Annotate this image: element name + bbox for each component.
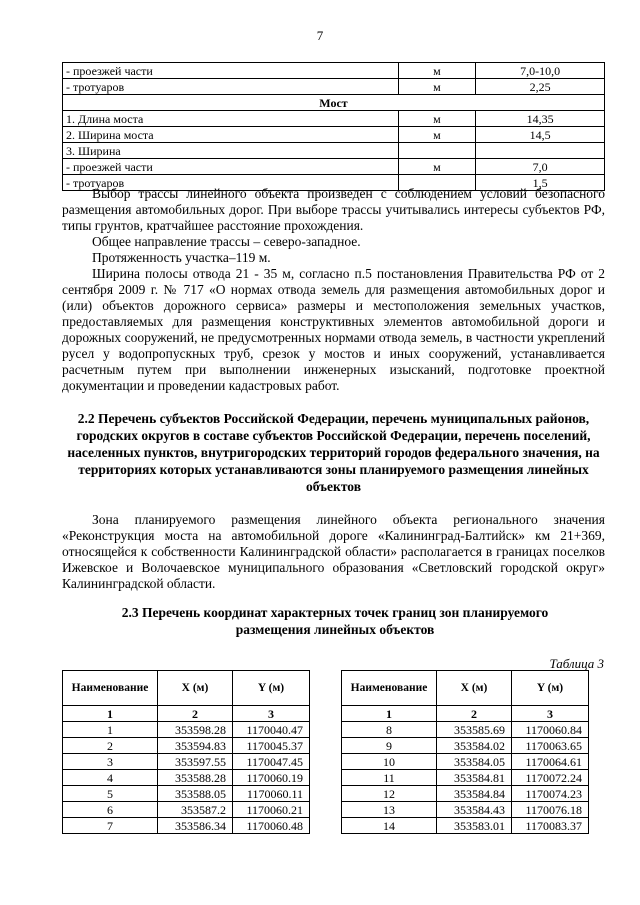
point-x: 353594.83 — [158, 738, 233, 754]
row-value: 7,0 — [476, 159, 605, 175]
point-x: 353588.05 — [158, 786, 233, 802]
table-row — [63, 770, 310, 786]
point-y: 1170060.11 — [233, 786, 310, 802]
header-name: Наименование — [63, 671, 158, 706]
point-x: 353588.28 — [158, 770, 233, 786]
index-row — [342, 706, 589, 722]
point-x: 353597.55 — [158, 754, 233, 770]
table-row — [342, 802, 589, 818]
point-name: 2 — [63, 738, 158, 754]
coord-table-right — [341, 670, 589, 834]
table-caption: Таблица 3 — [549, 656, 604, 671]
table-row — [342, 770, 589, 786]
row-name: - проезжей части — [63, 63, 399, 79]
table-row — [342, 722, 589, 738]
table-row — [63, 722, 310, 738]
index-cell: 1 — [342, 706, 437, 722]
point-x: 353583.01 — [437, 818, 512, 834]
point-y: 1170040.47 — [233, 722, 310, 738]
index-cell: 2 — [158, 706, 233, 722]
point-x: 353584.43 — [437, 802, 512, 818]
point-name: 13 — [342, 802, 437, 818]
point-y: 1170083.37 — [512, 818, 589, 834]
table-row — [63, 802, 310, 818]
coord-table-left — [62, 670, 310, 834]
header-x: X (м) — [158, 671, 233, 706]
paragraph-direction: Общее направление трассы – северо-западное. — [92, 234, 361, 249]
point-y: 1170063.65 — [512, 738, 589, 754]
point-name: 4 — [63, 770, 158, 786]
section-heading-2-3: 2.3 Перечень координат характерных точек границ зон планируемого размещения линейных объектов — [121, 605, 549, 637]
row-name: 3. Ширина — [63, 143, 399, 159]
table-row — [63, 754, 310, 770]
point-name: 3 — [63, 754, 158, 770]
point-x: 353586.34 — [158, 818, 233, 834]
section-heading-2-2: 2.2 Перечень субъектов Российской Федерации, перечень муниципальных районов, городских округов в составе субъектов Российской Федерации, перечень поселений, населенных пунктов, внутригородских территорий городов федерального значения, на территориях которых устанавливаются зоны планируемого размещения линейных объектов — [67, 411, 600, 494]
row-unit: м — [398, 159, 476, 175]
table-row — [63, 159, 605, 175]
point-y: 1170074.23 — [512, 786, 589, 802]
row-name: 1. Длина моста — [63, 111, 399, 127]
row-value: 1,5 — [476, 175, 605, 191]
table-row — [63, 786, 310, 802]
row-unit: м — [398, 111, 476, 127]
point-x: 353584.05 — [437, 754, 512, 770]
row-value: 14,35 — [476, 111, 605, 127]
table-row — [63, 111, 605, 127]
page-number: 7 — [316, 28, 324, 43]
header-x: X (м) — [437, 671, 512, 706]
point-name: 6 — [63, 802, 158, 818]
point-y: 1170060.84 — [512, 722, 589, 738]
point-name: 14 — [342, 818, 437, 834]
point-y: 1170072.24 — [512, 770, 589, 786]
point-name: 11 — [342, 770, 437, 786]
table-row — [63, 79, 605, 95]
point-y: 1170047.45 — [233, 754, 310, 770]
table-row — [63, 127, 605, 143]
row-name: - тротуаров — [63, 79, 399, 95]
table-row — [342, 786, 589, 802]
paragraph-length: Протяженность участка–119 м. — [92, 250, 271, 265]
paragraph-route: Выбор трассы линейного объекта произведен с соблюдением условий безопасного размещения автомобильных дорог. При выборе трассы учитывались интересы субъектов РФ, типы грунтов, кратчайшее расстояние прохождения. — [62, 186, 605, 233]
body-text-block — [62, 186, 605, 394]
row-name: - проезжей части — [63, 159, 399, 175]
table-row — [342, 818, 589, 834]
paragraph-zone: Зона планируемого размещения линейного объекта регионального значения «Реконструкция моста на автомобильной дороге «Калининград-Балтийск» км 21+369, относящейся к собственности Калининградской области» располагается в границах поселков Ижевское и Волочаевское муниципального образования «Светловский городской округ» Калининградской области. — [62, 512, 605, 591]
table-section-row — [63, 95, 605, 111]
point-name: 5 — [63, 786, 158, 802]
header-name: Наименование — [342, 671, 437, 706]
point-name: 8 — [342, 722, 437, 738]
row-value: 2,25 — [476, 79, 605, 95]
point-y: 1170060.48 — [233, 818, 310, 834]
point-y: 1170076.18 — [512, 802, 589, 818]
table-row — [63, 738, 310, 754]
table-row — [63, 818, 310, 834]
row-unit: м — [398, 63, 476, 79]
section-title: Мост — [63, 95, 605, 111]
point-y: 1170064.61 — [512, 754, 589, 770]
table-row — [63, 63, 605, 79]
index-row — [63, 706, 310, 722]
row-value: 7,0-10,0 — [476, 63, 605, 79]
row-unit: м — [398, 127, 476, 143]
point-y: 1170060.21 — [233, 802, 310, 818]
point-x: 353584.81 — [437, 770, 512, 786]
table-row — [342, 754, 589, 770]
row-name: - тротуаров — [63, 175, 399, 191]
point-y: 1170060.19 — [233, 770, 310, 786]
point-x: 353587.2 — [158, 802, 233, 818]
point-name: 1 — [63, 722, 158, 738]
point-x: 353585.69 — [437, 722, 512, 738]
row-value — [476, 143, 605, 159]
point-x: 353584.84 — [437, 786, 512, 802]
point-name: 10 — [342, 754, 437, 770]
point-name: 9 — [342, 738, 437, 754]
body-text-zone — [62, 512, 605, 592]
point-x: 353598.28 — [158, 722, 233, 738]
point-name: 12 — [342, 786, 437, 802]
row-name: 2. Ширина моста — [63, 127, 399, 143]
point-y: 1170045.37 — [233, 738, 310, 754]
index-cell: 1 — [63, 706, 158, 722]
header-y: Y (м) — [233, 671, 310, 706]
point-name: 7 — [63, 818, 158, 834]
point-x: 353584.02 — [437, 738, 512, 754]
paragraph-right-of-way: Ширина полосы отвода 21 - 35 м, согласно п.5 постановления Правительства РФ от 2 сентября 2009 г. № 717 «О нормах отвода земель для размещения автомобильных дорог и (или) объектов дорожного сервиса» размеры и местоположения земельных участков, предоставляемых для размещения конструктивных элементов автомобильной дороги и дорожных сооружений, не предусмотренных нормами отвода земель, в частности укреплений русел у водопропускных труб, срезок у мостов и иных сооружений, устанавливается расчетным путем при выполнении инженерных изысканий, подготовке проектной документации и проведении кадастровых работ. — [62, 266, 605, 393]
row-unit — [398, 143, 476, 159]
table-row — [63, 143, 605, 159]
row-unit: м — [398, 79, 476, 95]
table-row — [342, 738, 589, 754]
header-y: Y (м) — [512, 671, 589, 706]
index-cell: 3 — [233, 706, 310, 722]
index-cell: 3 — [512, 706, 589, 722]
spec-table — [62, 62, 605, 191]
index-cell: 2 — [437, 706, 512, 722]
row-value: 14,5 — [476, 127, 605, 143]
